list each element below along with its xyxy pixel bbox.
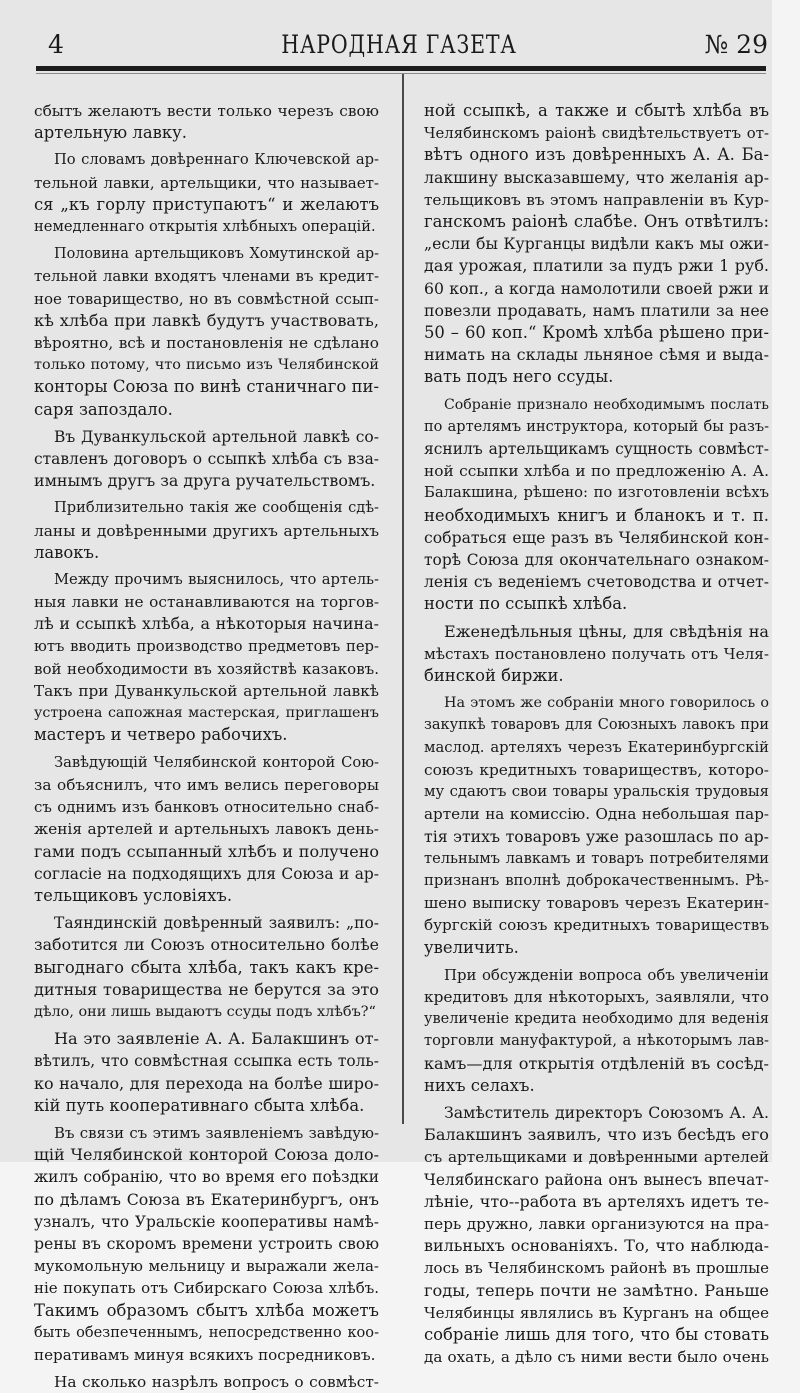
text-line: мукомольную мельницу и выражали жела- bbox=[34, 1257, 379, 1276]
text-line: кѣ хлѣба при лавкѣ будутъ участвовать, bbox=[34, 310, 379, 330]
text-line: ніе покупать отъ Сибирскаго Союза хлѣбъ. bbox=[34, 1279, 379, 1298]
text-line: лавокъ. bbox=[34, 542, 100, 562]
text-line: „если бы Курганцы видѣли какъ мы ожи- bbox=[424, 234, 769, 254]
text-line: лѣ и ссыпкѣ хлѣба, а нѣкоторыя начина- bbox=[34, 614, 379, 634]
text-line: нимать на склады льняное сѣмя и выда- bbox=[424, 345, 769, 365]
text-line: сбытъ желаютъ вести только черезъ свою bbox=[34, 102, 379, 120]
text-line: жилъ собранію, что во время его поѣздки bbox=[34, 1168, 379, 1187]
text-line: Челябинскомъ раіонѣ свидѣтельствуетъ от- bbox=[424, 124, 769, 143]
text-line: повезли продавать, намъ платили за нее bbox=[424, 300, 769, 320]
article-paragraph bbox=[34, 149, 379, 238]
text-line: На этомъ же собраніи много говорилось о bbox=[444, 695, 769, 712]
text-line: заботится ли Союзъ относительно болѣе bbox=[34, 935, 379, 955]
text-line: необходимыхъ книгъ и бланокъ и т. п. bbox=[424, 505, 769, 525]
text-line: вой необходимости въ хозяйствѣ казаковъ. bbox=[34, 659, 379, 678]
text-line: вѣтъ одного изъ довѣренныхъ А. А. Ба- bbox=[424, 145, 769, 165]
text-line: ное товарищество, но въ совмѣстной ссып- bbox=[34, 289, 379, 308]
text-line: тельнымъ лавкамъ и товаръ потребителями bbox=[424, 849, 769, 867]
page-number: 4 bbox=[48, 30, 64, 59]
text-line: вѣтилъ, что совмѣстная ссыпка есть толь- bbox=[34, 1052, 379, 1071]
text-line: мастеръ и четверо рабочихъ. bbox=[34, 725, 288, 745]
article-paragraph bbox=[34, 569, 379, 747]
text-line: му сдаютъ свои товары уральскія трудовыя bbox=[424, 783, 769, 801]
column-divider bbox=[402, 74, 404, 1124]
text-line: собраться еще разъ въ Челябинской кон- bbox=[424, 527, 769, 547]
text-line: торговли мануфактурой, а нѣкоторымъ лав- bbox=[424, 1032, 769, 1050]
text-line: быть обезпеченнымъ, непосредственно коо- bbox=[34, 1323, 379, 1341]
newspaper-title: НАРОДНАЯ ГАЗЕТА bbox=[281, 30, 517, 59]
text-line: за объяснилъ, что имъ велись переговоры bbox=[34, 775, 379, 794]
article-paragraph bbox=[34, 752, 379, 907]
text-line: ленія съ веденіемъ счетоводства и отчет- bbox=[424, 573, 769, 592]
article-paragraph bbox=[34, 426, 379, 493]
text-line: по артелямъ инструктора, который бы разъ- bbox=[424, 418, 769, 435]
article-paragraph bbox=[34, 1122, 379, 1366]
right-column bbox=[424, 100, 769, 1368]
text-line: согласіе на подходящихъ для Союза и ар- bbox=[34, 864, 379, 883]
text-line: шено выписку товаровъ черезъ Екатерин- bbox=[424, 894, 769, 913]
text-line: узналъ, что Уральскіе кооперативы намѣ- bbox=[34, 1212, 379, 1231]
text-line: вать подъ него ссуды. bbox=[424, 367, 614, 387]
article-paragraph bbox=[34, 1028, 379, 1117]
text-line: Завѣдующій Челябинской конторой Сою- bbox=[54, 753, 379, 771]
text-line: щій Челябинской конторой Союза доло- bbox=[34, 1145, 379, 1165]
text-line: саря запоздало. bbox=[34, 399, 173, 419]
text-line: ной ссыпки хлѣба и по предложенію А. А. bbox=[424, 462, 769, 481]
text-line: женія артелей и артельныхъ лавокъ день- bbox=[34, 820, 379, 839]
text-line: съ артельщиками и довѣренными артелей bbox=[424, 1148, 769, 1167]
text-line: съ однимъ изъ банковъ относительно снаб- bbox=[34, 798, 379, 817]
header-rule-thin bbox=[36, 73, 766, 74]
article-paragraph bbox=[424, 692, 769, 958]
text-line: Таяндинскій довѣренный заявилъ: „по- bbox=[54, 914, 379, 933]
text-line: да охать, а дѣло съ ними вести было очень bbox=[424, 1348, 769, 1367]
text-line: Челябинцы являлись въ Курганъ на общее bbox=[424, 1303, 769, 1322]
text-line: яснилъ артельщикамъ сущность совмѣст- bbox=[424, 440, 769, 459]
text-line: перативамъ минуя всякихъ посредниковъ. bbox=[34, 1345, 376, 1364]
text-line: По словамъ довѣреннаго Ключевской ар- bbox=[54, 151, 379, 169]
text-line: рены въ скоромъ времени устроить свою bbox=[34, 1233, 379, 1253]
text-line: Между прочимъ выяснилось, что артель- bbox=[54, 571, 379, 589]
text-line: годы, теперь почти не замѣтно. Раньше bbox=[424, 1280, 769, 1300]
text-line: ной ссыпкѣ, а также и сбытѣ хлѣба въ bbox=[424, 101, 769, 120]
text-line: вѣроятно, всѣ и постановленія не сдѣлано bbox=[34, 334, 379, 353]
text-line: Челябинскаго района онъ вынесъ впечат- bbox=[424, 1170, 769, 1189]
text-line: дитныя товарищества не берутся за это bbox=[34, 979, 379, 999]
text-line: увеличить. bbox=[424, 937, 519, 957]
text-line: тія этихъ товаровъ уже разошлась по ар- bbox=[424, 826, 769, 846]
text-line: бинской биржи. bbox=[424, 666, 564, 686]
text-line: Въ Дуванкульской артельной лавкѣ со- bbox=[54, 427, 379, 446]
text-line: вильныхъ основаніяхъ. То, что наблюда- bbox=[424, 1236, 769, 1256]
text-line: гами подъ ссыпанный хлѣбъ и получено bbox=[34, 841, 379, 861]
issue-number: № 29 bbox=[704, 30, 768, 59]
text-line: ко начало, для перехода на болѣе широ- bbox=[34, 1073, 379, 1093]
text-line: кредитовъ для нѣкоторыхъ, заявляли, что bbox=[424, 987, 769, 1006]
text-line: кій путь кооперативнаго сбыта хлѣба. bbox=[34, 1095, 365, 1115]
text-line: артели на комиссію. Одна небольшая пар- bbox=[424, 805, 769, 824]
article-paragraph bbox=[34, 243, 379, 421]
article-paragraph bbox=[34, 497, 379, 564]
text-line: бургскій союзъ кредитныхъ товариществъ bbox=[424, 916, 769, 935]
text-line: ставленъ договоръ о ссыпкѣ хлѣба съ вза- bbox=[34, 450, 379, 469]
article-paragraph bbox=[424, 621, 769, 688]
article-paragraph bbox=[34, 1371, 379, 1393]
text-line: тельной лавки, артельщики, что называет- bbox=[34, 173, 379, 192]
text-line: тельной лавки входятъ членами въ кредит- bbox=[34, 267, 379, 286]
text-line: Балакшина, рѣшено: по изготовленіи всѣхъ bbox=[424, 484, 769, 502]
text-line: ныя лавки не останавливаются на торгов- bbox=[34, 593, 379, 612]
text-line: лось въ Челябинскомъ районѣ въ прошлые bbox=[424, 1259, 769, 1278]
text-line: дѣло, они лишь выдаютъ ссуды подъ хлѣбъ?“ bbox=[34, 1003, 376, 1020]
text-line: устроена сапожная мастерская, приглашенъ bbox=[34, 705, 379, 722]
text-line: по дѣламъ Союза въ Екатеринбургъ, онъ bbox=[34, 1189, 379, 1209]
text-line: Такимъ образомъ сбытъ хлѣба можетъ bbox=[34, 1300, 379, 1320]
text-line: увеличеніе кредита необходимо для веденія bbox=[424, 1011, 769, 1028]
text-line: ности по ссыпкѣ хлѣба. bbox=[424, 594, 628, 614]
text-line: выгоднаго сбыта хлѣба, такъ какъ кре- bbox=[34, 957, 379, 977]
text-line: немедленнаго открытія хлѣбныхъ операцій. bbox=[34, 218, 376, 236]
text-line: союзъ кредитныхъ товариществъ, которо- bbox=[424, 760, 769, 779]
text-line: только потому, что письмо изъ Челябинской bbox=[34, 357, 379, 374]
text-line: артельную лавку. bbox=[34, 123, 187, 143]
text-line: камъ—для открытія отдѣленій въ сосѣд- bbox=[424, 1053, 769, 1073]
text-line: тельщиковъ условіяхъ. bbox=[34, 885, 233, 905]
text-line: тельщиковъ въ этомъ направленіи въ Кур- bbox=[424, 190, 769, 209]
text-line: ланы и довѣренными другихъ артельныхъ bbox=[34, 521, 379, 540]
text-line: Балакшинъ заявилъ, что изъ бесѣдъ его bbox=[424, 1125, 769, 1145]
text-line: 50 – 60 коп.“ Кромѣ хлѣба рѣшено при- bbox=[424, 323, 769, 343]
text-line: Въ связи съ этимъ заявленіемъ завѣдую- bbox=[54, 1123, 379, 1142]
text-line: лакшину высказавшему, что желанія ар- bbox=[424, 167, 769, 187]
text-line: маслод. артеляхъ черезъ Екатеринбургскій bbox=[424, 738, 769, 756]
text-line: дая урожая, платили за пудъ ржи 1 руб. bbox=[424, 256, 769, 276]
article-paragraph bbox=[34, 912, 379, 1023]
header-rule bbox=[36, 66, 766, 71]
text-line: мѣстахъ постановлено получать отъ Челя- bbox=[424, 644, 769, 663]
text-line: перь дружно, лавки организуются на пра- bbox=[424, 1214, 769, 1233]
text-line: нихъ селахъ. bbox=[424, 1075, 535, 1095]
text-line: ганскомъ раіонѣ слабѣе. Онъ отвѣтилъ: bbox=[424, 212, 769, 232]
text-line: Собраніе признало необходимымъ послать bbox=[444, 396, 769, 413]
text-line: имнымъ другъ за друга ручательствомъ. bbox=[34, 471, 376, 491]
text-line: Такъ при Дуванкульской артельной лавкѣ bbox=[34, 682, 379, 701]
article-paragraph bbox=[424, 394, 769, 616]
article-paragraph bbox=[424, 100, 769, 389]
article-paragraph bbox=[34, 100, 379, 144]
page-header bbox=[30, 24, 768, 64]
text-line: конторы Союза по винѣ станичнаго пи- bbox=[34, 377, 379, 397]
text-line: собраніе лишь для того, что бы стовать bbox=[424, 1324, 769, 1344]
text-line: Еженедѣльныя цѣны, для свѣдѣнія на bbox=[444, 621, 769, 641]
article-paragraph bbox=[424, 1102, 769, 1368]
text-line: На это заявленіе А. А. Балакшинъ от- bbox=[54, 1029, 379, 1049]
text-line: торѣ Союза для окончательнаго ознаком- bbox=[424, 551, 769, 570]
text-line: Замѣститель директоръ Союзомъ А. А. bbox=[444, 1102, 769, 1122]
text-line: закупкѣ товаровъ для Союзныхъ лавокъ при bbox=[424, 717, 769, 734]
text-line: ся „къ горлу приступаютъ“ и желаютъ bbox=[34, 194, 379, 214]
text-line: лѣніе, что--работа въ артеляхъ идетъ те- bbox=[424, 1191, 769, 1211]
text-line: признанъ вполнѣ доброкачественнымъ. Рѣ- bbox=[424, 871, 769, 889]
text-line: На сколько назрѣлъ вопросъ о совмѣст- bbox=[54, 1373, 379, 1392]
text-line: При обсужденіи вопроса объ увеличеніи bbox=[444, 965, 769, 984]
text-line: Приблизительно такія же сообщенія сдѣ- bbox=[54, 499, 379, 517]
article-paragraph bbox=[424, 964, 769, 1097]
text-line: ютъ вводить производство предметовъ пер- bbox=[34, 637, 379, 655]
left-column bbox=[34, 100, 379, 1393]
text-line: 60 коп., а когда намолотили своей ржи и bbox=[424, 278, 769, 298]
text-line: Половина артельщиковъ Хомутинской ар- bbox=[54, 246, 379, 263]
